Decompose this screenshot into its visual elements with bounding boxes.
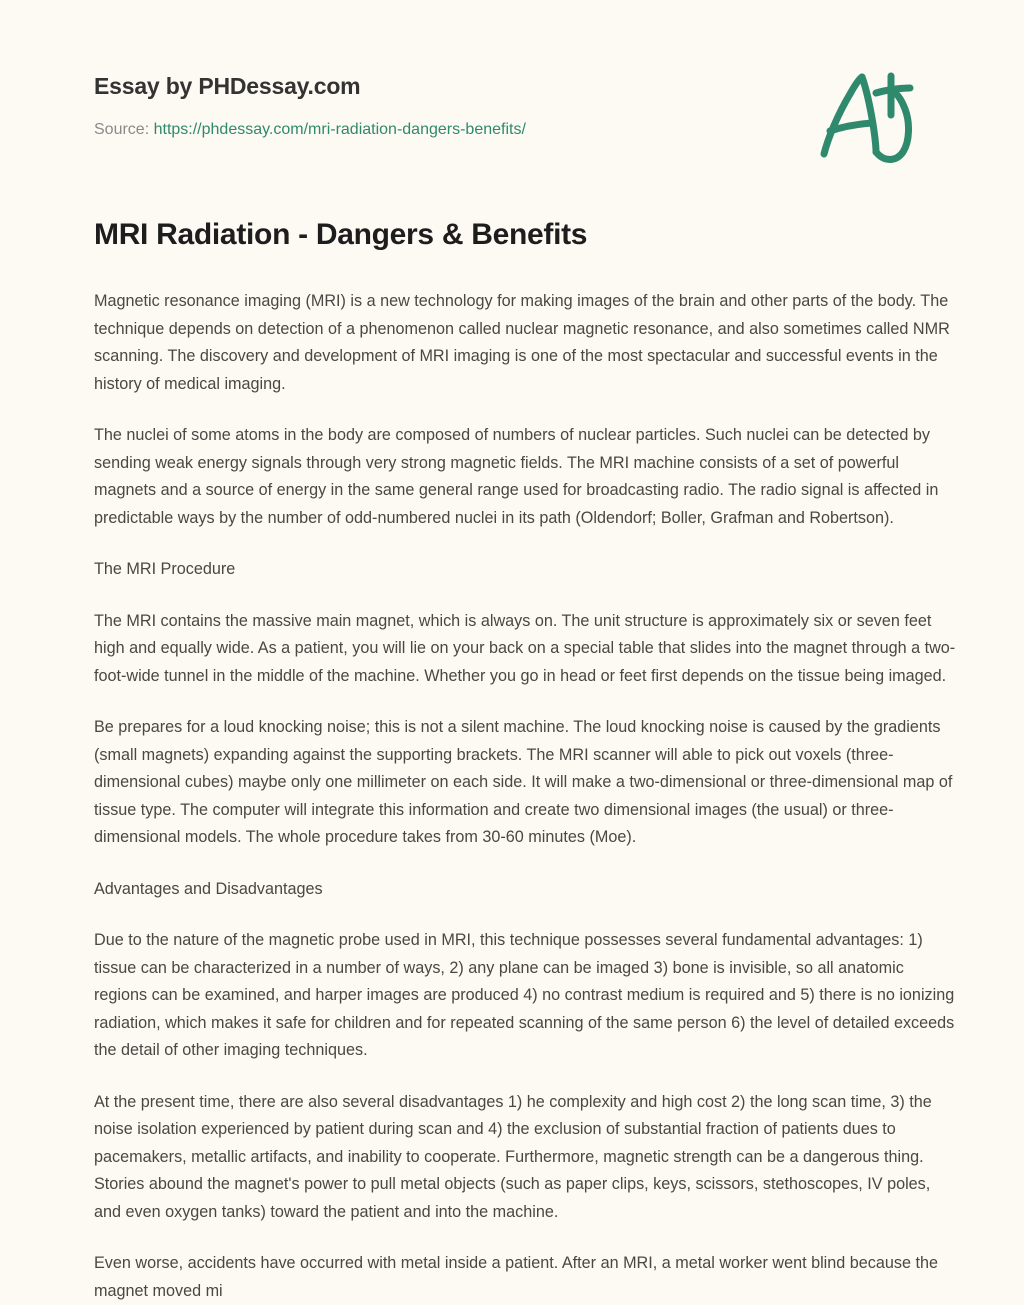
paragraph: Magnetic resonance imaging (MRI) is a new technology for making images of the brain and other parts of the body. The technique depends on detection of a phenomenon called nuclear magnetic resonance, and also sometimes called NMR scanning. The discovery and development of MRI imaging is one of the most spectacular and successful events in the history of medical imaging. <box>94 292 950 393</box>
paragraph: The MRI contains the massive main magnet, which is always on. The unit structure is approximately six or seven feet high and equally wide. As a patient, you will lie on your back on a special table that slides into the magnet through a two-foot-wide tunnel in the middle of the machine. Whether you go in head or feet first depends on the tissue being imaged. <box>94 611 956 685</box>
essay-article <box>94 216 958 1305</box>
paragraph-truncated: Even worse, accidents have occurred with metal inside a patient. After an MRI, a metal worker went blind because the magnet moved mi <box>94 1254 938 1300</box>
paragraph: The nuclei of some atoms in the body are composed of numbers of nuclear particles. Such nuclei can be detected by sending weak energy signals through very strong magnetic fields. The MRI machine consists of a set of powerful magnets and a source of energy in the same general range used for broadcasting radio. The radio signal is affected in predictable ways by the number of odd-numbered nuclei in its path (Oldendorf; Boller, Grafman and Robertson). <box>94 426 939 527</box>
source-line <box>94 119 526 141</box>
paragraph: Be prepares for a loud knocking noise; this is not a silent machine. The loud knocking noise is caused by the gradients (small magnets) expanding against the supporting brackets. The MRI scanner will able to pick out voxels (three-dimensional cubes) maybe only one millimeter on each side. It will make a two-dimensional or three-dimensional map of tissue type. The computer will integrate this information and create two dimensional images (the usual) or three-dimensional models. The whole procedure takes from 30-60 minutes (Moe). <box>94 718 953 846</box>
a-plus-grade-logo-icon <box>812 66 920 166</box>
brand-title: Essay by PHDessay.com <box>94 73 361 99</box>
paragraph: At the present time, there are also several disadvantages 1) he complexity and high cost 2) the long scan time, 3) the noise isolation experienced by patient during scan and 4) the exclusion of substantial fraction of patients dues to pacemakers, metallic artifacts, and inability to cooperate. Furthermore, magnetic strength can be a dangerous thing. Stories abound the magnet's power to pull metal objects (such as paper clips, keys, scissors, stethoscopes, IV poles, and even oxygen tanks) toward the patient and into the machine. <box>94 1092 932 1221</box>
section-heading-mri-procedure: The MRI Procedure <box>94 560 236 578</box>
source-url-link[interactable]: https://phdessay.com/mri-radiation-dangers-benefits/ <box>153 121 526 138</box>
source-label: Source: <box>94 121 150 138</box>
section-heading-advantages-disadvantages: Advantages and Disadvantages <box>94 879 323 898</box>
page-title: MRI Radiation - Dangers & Benefits <box>94 218 588 251</box>
paragraph: Due to the nature of the magnetic probe used in MRI, this technique possesses several fundamental advantages: 1) tissue can be characterized in a number of ways, 2) any plane can be imaged 3) bone is invisible, so all anatomic regions can be examined, and harper images are produced 4) no contrast medium is required and 5) there is no ionizing radiation, which makes it safe for children and for repeated scanning of the same person 6) the level of detailed exceeds the detail of other imaging techniques. <box>94 931 955 1059</box>
